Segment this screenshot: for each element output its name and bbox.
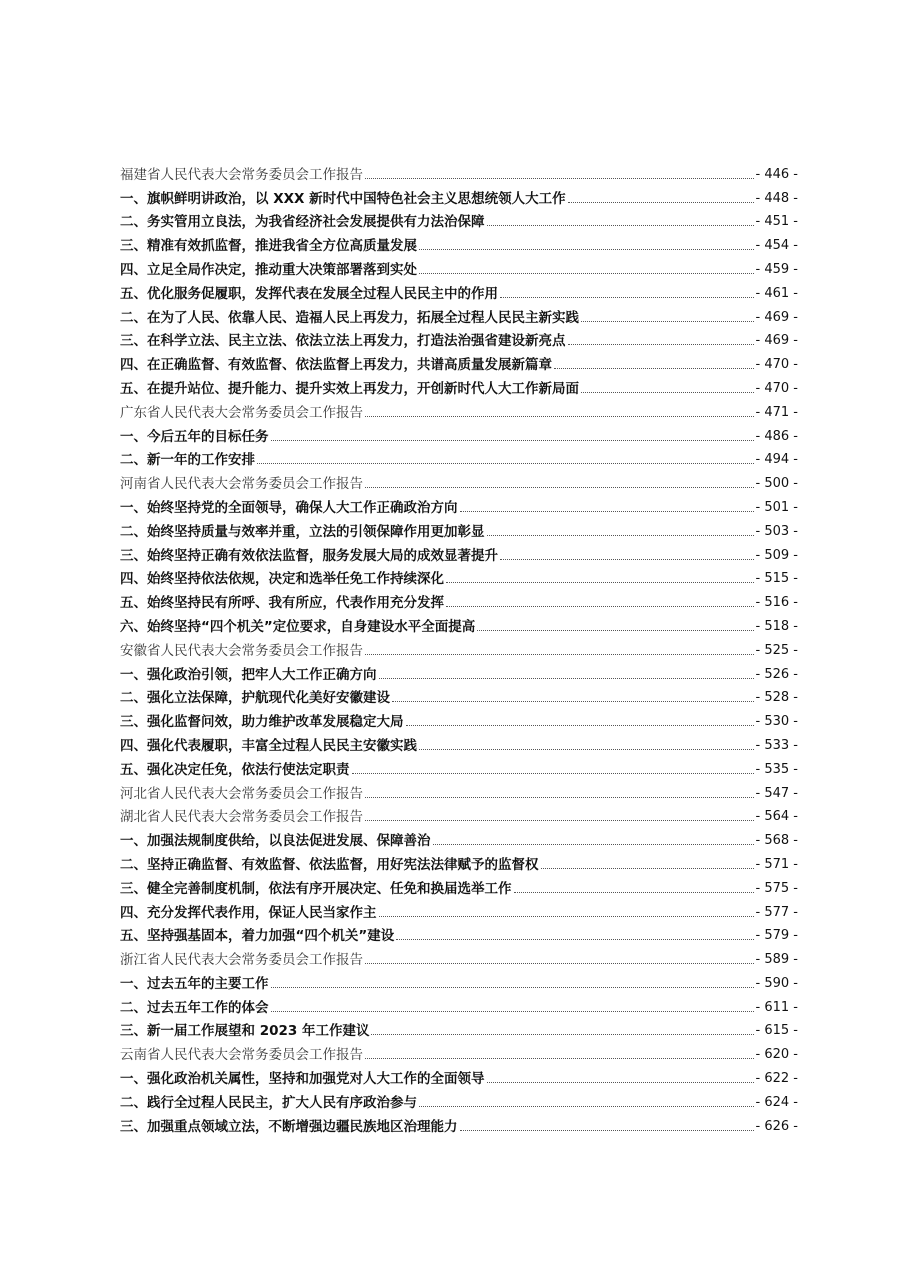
toc-section-entry[interactable] xyxy=(120,636,798,660)
toc-entry-title: 一、始终坚持党的全面领导，确保人大工作正确政治方向 xyxy=(120,499,458,516)
toc-entry-title: 五、强化决定任免，依法行使法定职责 xyxy=(120,761,350,778)
dot-leader xyxy=(271,440,754,441)
toc-page-number: - 611 - xyxy=(755,999,798,1015)
toc-item-entry[interactable] xyxy=(120,1064,798,1088)
dot-leader xyxy=(581,392,754,393)
dot-leader xyxy=(487,225,754,226)
toc-entry-title: 三、新一届工作展望和 2023 年工作建议 xyxy=(120,1023,370,1040)
toc-entry-title: 五、在提升站位、提升能力、提升实效上再发力，开创新时代人大工作新局面 xyxy=(120,380,579,397)
toc-section-entry[interactable] xyxy=(120,779,798,803)
toc-page-number: - 459 - xyxy=(755,261,798,277)
toc-item-entry[interactable] xyxy=(120,541,798,565)
toc-entry-title: 六、始终坚持“四个机关”定位要求，自身建设水平全面提高 xyxy=(120,618,476,635)
toc-entry-title: 五、始终坚持民有所呼、我有所应，代表作用充分发挥 xyxy=(120,595,444,612)
toc-entry-title: 四、在正确监督、有效监督、依法监督上再发力，共谱高质量发展新篇章 xyxy=(120,357,552,374)
toc-entry-title: 安徽省人民代表大会常务委员会工作报告 xyxy=(120,642,363,659)
toc-item-entry[interactable] xyxy=(120,517,798,541)
toc-entry-title: 湖北省人民代表大会常务委员会工作报告 xyxy=(120,809,363,826)
dot-leader xyxy=(419,249,754,250)
dot-leader xyxy=(365,797,754,798)
dot-leader xyxy=(514,892,754,893)
dot-leader xyxy=(365,416,754,417)
toc-page-number: - 547 - xyxy=(755,785,798,801)
toc-page-number: - 518 - xyxy=(755,618,798,634)
toc-page-number: - 620 - xyxy=(755,1047,798,1063)
toc-item-entry[interactable] xyxy=(120,422,798,446)
toc-page-number: - 533 - xyxy=(755,737,798,753)
dot-leader xyxy=(365,654,754,655)
toc-entry-title: 三、健全完善制度机制，依法有序开展决定、任免和换届选举工作 xyxy=(120,880,512,897)
toc-item-entry[interactable] xyxy=(120,255,798,279)
toc-page-number: - 525 - xyxy=(755,642,798,658)
toc-entry-title: 四、始终坚持依法依规，决定和选举任免工作持续深化 xyxy=(120,571,444,588)
toc-page-number: - 528 - xyxy=(755,690,798,706)
dot-leader xyxy=(365,487,754,488)
toc-entry-title: 二、在为了人民、依靠人民、造福人民上再发力，拓展全过程人民民主新实践 xyxy=(120,309,579,326)
toc-section-entry[interactable] xyxy=(120,469,798,493)
dot-leader xyxy=(446,582,754,583)
toc-page-number: - 500 - xyxy=(755,476,798,492)
toc-entry-title: 二、过去五年工作的体会 xyxy=(120,999,269,1016)
toc-item-entry[interactable] xyxy=(120,969,798,993)
toc-entry-title: 河南省人民代表大会常务委员会工作报告 xyxy=(120,476,363,493)
dot-leader xyxy=(257,463,754,464)
toc-entry-title: 四、充分发挥代表作用，保证人民当家作主 xyxy=(120,904,377,921)
toc-page-number: - 461 - xyxy=(755,285,798,301)
toc-page-number: - 624 - xyxy=(755,1094,798,1110)
toc-entry-title: 广东省人民代表大会常务委员会工作报告 xyxy=(120,404,363,421)
toc-entry-title: 浙江省人民代表大会常务委员会工作报告 xyxy=(120,952,363,969)
toc-page-number: - 564 - xyxy=(755,809,798,825)
toc-entry-title: 一、旗帜鲜明讲政治，以 XXX 新时代中国特色社会主义思想统领人大工作 xyxy=(120,190,566,207)
toc-item-entry[interactable] xyxy=(120,208,798,232)
toc-item-entry[interactable] xyxy=(120,660,798,684)
dot-leader xyxy=(568,344,754,345)
toc-item-entry[interactable] xyxy=(120,612,798,636)
dot-leader xyxy=(487,535,754,536)
toc-item-entry[interactable] xyxy=(120,707,798,731)
dot-leader xyxy=(365,1058,754,1059)
dot-leader xyxy=(554,368,754,369)
toc-page-number: - 579 - xyxy=(755,928,798,944)
toc-item-entry[interactable] xyxy=(120,374,798,398)
toc-entry-title: 三、强化监督问效，助力维护改革发展稳定大局 xyxy=(120,714,404,731)
toc-page-number: - 503 - xyxy=(755,523,798,539)
toc-page-number: - 454 - xyxy=(755,238,798,254)
toc-page-number: - 575 - xyxy=(755,880,798,896)
toc-item-entry[interactable] xyxy=(120,588,798,612)
toc-entry-title: 一、强化政治引领，把牢人大工作正确方向 xyxy=(120,666,377,683)
dot-leader xyxy=(352,773,754,774)
dot-leader xyxy=(379,678,754,679)
dot-leader xyxy=(460,511,754,512)
dot-leader xyxy=(406,725,754,726)
dot-leader xyxy=(477,630,753,631)
toc-page-number: - 568 - xyxy=(755,833,798,849)
toc-page-number: - 515 - xyxy=(755,571,798,587)
toc-item-entry[interactable] xyxy=(120,231,798,255)
dot-leader xyxy=(392,701,754,702)
toc-page-number: - 509 - xyxy=(755,547,798,563)
dot-leader xyxy=(460,1130,754,1131)
dot-leader xyxy=(433,844,754,845)
toc-item-entry[interactable] xyxy=(120,446,798,470)
dot-leader xyxy=(271,1011,754,1012)
toc-page-number: - 530 - xyxy=(755,714,798,730)
toc-page-number: - 501 - xyxy=(755,499,798,515)
toc-section-entry[interactable] xyxy=(120,398,798,422)
toc-section-entry[interactable] xyxy=(120,1040,798,1064)
dot-leader xyxy=(446,606,754,607)
toc-page-number: - 590 - xyxy=(755,975,798,991)
toc-entry-title: 二、强化立法保障，护航现代化美好安徽建设 xyxy=(120,690,390,707)
toc-item-entry[interactable] xyxy=(120,755,798,779)
toc-entry-title: 五、坚持强基固本，着力加强“四个机关”建设 xyxy=(120,928,395,945)
toc-entry-title: 一、加强法规制度供给，以良法促进发展、保障善治 xyxy=(120,833,431,850)
toc-entry-title: 四、立足全局作决定，推动重大决策部署落到实处 xyxy=(120,261,417,278)
dot-leader xyxy=(365,178,754,179)
toc-item-entry[interactable] xyxy=(120,1017,798,1041)
toc-entry-title: 三、始终坚持正确有效依法监督，服务发展大局的成效显著提升 xyxy=(120,547,498,564)
toc-entry-title: 云南省人民代表大会常务委员会工作报告 xyxy=(120,1047,363,1064)
dot-leader xyxy=(500,297,754,298)
toc-section-entry[interactable] xyxy=(120,160,798,184)
dot-leader xyxy=(419,1106,754,1107)
toc-item-entry[interactable] xyxy=(120,993,798,1017)
toc-item-entry[interactable] xyxy=(120,850,798,874)
toc-page-number: - 516 - xyxy=(755,595,798,611)
toc-page-number: - 486 - xyxy=(755,428,798,444)
toc-page-number: - 615 - xyxy=(755,1023,798,1039)
toc-page-number: - 577 - xyxy=(755,904,798,920)
dot-leader xyxy=(271,987,754,988)
dot-leader xyxy=(419,273,754,274)
toc-item-entry[interactable] xyxy=(120,565,798,589)
toc-entry-title: 二、务实管用立良法，为我省经济社会发展提供有力法治保障 xyxy=(120,214,485,231)
toc-page-number: - 626 - xyxy=(755,1118,798,1134)
toc-item-entry[interactable] xyxy=(120,684,798,708)
toc-page-number: - 471 - xyxy=(755,404,798,420)
toc-entry-title: 二、新一年的工作安排 xyxy=(120,452,255,469)
toc-page-number: - 494 - xyxy=(755,452,798,468)
table-of-contents xyxy=(120,160,798,1136)
toc-entry-title: 三、在科学立法、民主立法、依法立法上再发力，打造法治强省建设新亮点 xyxy=(120,333,566,350)
toc-entry-title: 河北省人民代表大会常务委员会工作报告 xyxy=(120,785,363,802)
toc-page-number: - 448 - xyxy=(755,190,798,206)
dot-leader xyxy=(379,916,754,917)
toc-page-number: - 526 - xyxy=(755,666,798,682)
toc-entry-title: 一、过去五年的主要工作 xyxy=(120,975,269,992)
toc-page-number: - 535 - xyxy=(755,761,798,777)
toc-item-entry[interactable] xyxy=(120,731,798,755)
dot-leader xyxy=(365,963,754,964)
toc-entry-title: 五、优化服务促履职，发挥代表在发展全过程人民民主中的作用 xyxy=(120,285,498,302)
toc-entry-title: 一、今后五年的目标任务 xyxy=(120,428,269,445)
toc-page-number: - 469 - xyxy=(755,333,798,349)
toc-item-entry[interactable] xyxy=(120,327,798,351)
toc-item-entry[interactable] xyxy=(120,493,798,517)
toc-entry-title: 三、精准有效抓监督，推进我省全方位高质量发展 xyxy=(120,238,417,255)
toc-entry-title: 一、强化政治机关属性，坚持和加强党对人大工作的全面领导 xyxy=(120,1071,485,1088)
toc-section-entry[interactable] xyxy=(120,945,798,969)
dot-leader xyxy=(419,749,754,750)
toc-item-entry[interactable] xyxy=(120,184,798,208)
toc-page-number: - 571 - xyxy=(755,856,798,872)
toc-item-entry[interactable] xyxy=(120,1088,798,1112)
dot-leader xyxy=(500,559,754,560)
toc-page-number: - 470 - xyxy=(755,380,798,396)
toc-item-entry[interactable] xyxy=(120,826,798,850)
toc-item-entry[interactable] xyxy=(120,303,798,327)
toc-page-number: - 469 - xyxy=(755,309,798,325)
toc-page-number: - 470 - xyxy=(755,357,798,373)
dot-leader xyxy=(365,820,754,821)
toc-page-number: - 451 - xyxy=(755,214,798,230)
toc-page-number: - 446 - xyxy=(755,166,798,182)
toc-entry-title: 二、始终坚持质量与效率并重，立法的引领保障作用更加彰显 xyxy=(120,523,485,540)
toc-entry-title: 三、加强重点领域立法，不断增强边疆民族地区治理能力 xyxy=(120,1118,458,1135)
toc-item-entry[interactable] xyxy=(120,898,798,922)
toc-section-entry[interactable] xyxy=(120,803,798,827)
dot-leader xyxy=(396,939,753,940)
dot-leader xyxy=(487,1082,754,1083)
toc-item-entry[interactable] xyxy=(120,1112,798,1136)
toc-entry-title: 四、强化代表履职，丰富全过程人民民主安徽实践 xyxy=(120,737,417,754)
toc-item-entry[interactable] xyxy=(120,350,798,374)
toc-page-number: - 589 - xyxy=(755,952,798,968)
dot-leader xyxy=(371,1034,753,1035)
toc-item-entry[interactable] xyxy=(120,922,798,946)
dot-leader xyxy=(541,868,754,869)
dot-leader xyxy=(581,321,754,322)
toc-entry-title: 二、坚持正确监督、有效监督、依法监督，用好宪法法律赋予的监督权 xyxy=(120,856,539,873)
toc-item-entry[interactable] xyxy=(120,279,798,303)
dot-leader xyxy=(568,202,754,203)
toc-entry-title: 二、践行全过程人民民主，扩大人民有序政治参与 xyxy=(120,1094,417,1111)
toc-page-number: - 622 - xyxy=(755,1071,798,1087)
toc-entry-title: 福建省人民代表大会常务委员会工作报告 xyxy=(120,166,363,183)
toc-item-entry[interactable] xyxy=(120,874,798,898)
